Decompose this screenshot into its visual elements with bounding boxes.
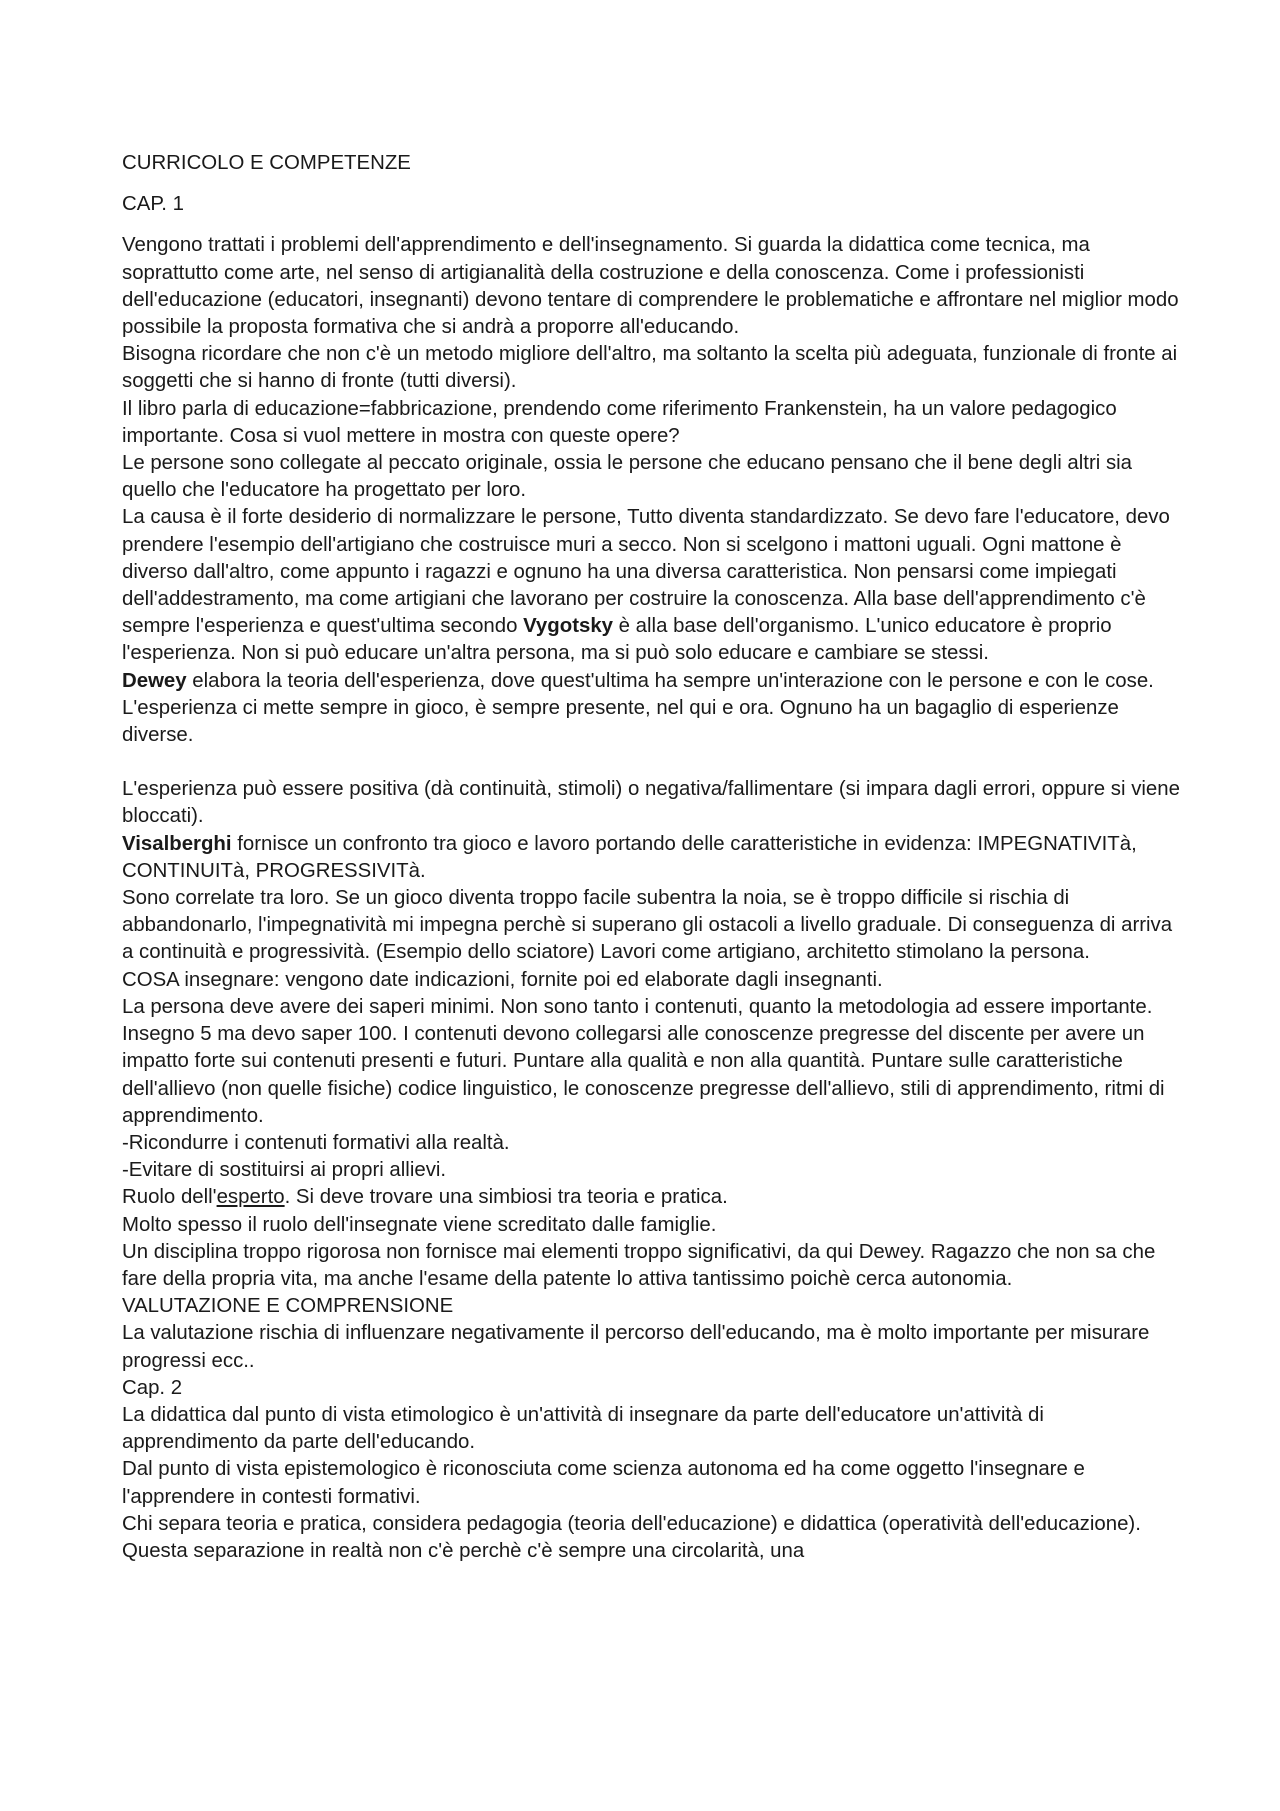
document-body [122,232,1182,1565]
paragraph: Un disciplina troppo rigorosa non fornisce mai elementi troppo significativi, da qui Dewey. Ragazzo che non sa che fare della propria vita, ma anche l'esame della patente lo attiva tantissimo poichè cerca autonomia. [122,1240,1156,1290]
paragraph: Molto spesso il ruolo dell'insegnate viene screditato dalle famiglie. [122,1213,717,1236]
underlined-term-esperto: esperto [216,1186,285,1209]
chapter-2-label: Cap. 2 [122,1376,183,1399]
paragraph: COSA insegnare: vengono date indicazioni, fornite poi ed elaborate dagli insegnanti. [122,968,883,991]
paragraph: Il libro parla di educazione=fabbricazione, prendendo come riferimento Frankenstein, ha un valore pedagogico importante. Cosa si vuol mettere in mostra con queste opere? [122,397,1117,447]
paragraph: -Evitare di sostituirsi ai propri allievi. [122,1159,447,1182]
paragraph: -Ricondurre i contenuti formativi alla realtà. [122,1131,510,1154]
paragraph: La didattica dal punto di vista etimologico è un'attività di insegnare da parte dell'educatore un'attività di apprendimento da parte dell'educando. [122,1403,1044,1454]
paragraph: Vengono trattati i problemi dell'apprendimento e dell'insegnamento. Si guarda la didattica come tecnica, ma soprattutto come arte, nel senso di artigianalità della costruzione e della conoscenza. Come i professionisti dell'educazione (educatori, insegnanti) devono tentare di comprendere le problematiche e affrontare nel miglior modo possibile la proposta formativa che si andrà a proporre all'educando. [122,234,1179,339]
paragraph: La valutazione rischia di influenzare negativamente il percorso dell'educando, ma è molto importante per misurare progressi ecc.. [122,1322,1150,1372]
paragraph: L'esperienza può essere positiva (dà continuità, stimoli) o negativa/fallimentare (si impara dagli errori, oppure si viene bloccati). [122,778,1180,828]
paragraph: La persona deve avere dei saperi minimi. Non sono tanto i contenuti, quanto la metodologia ad essere importante. Insegno 5 ma devo saper 100. I contenuti devono collegarsi alle conoscenze pregresse del discente per avere un impatto forte sui contenuti presenti e futuri. Puntare alla qualità e non alla quantità. Puntare sulle caratteristiche dell'allievo (non quelle fisiche) codice linguistico, le conoscenze pregresse dell'allievo, stili di apprendimento, ritmi di apprendimento. [122,995,1165,1127]
document-title: CURRICOLO E COMPETENZE [122,152,411,174]
paragraph: Le persone sono collegate al peccato originale, ossia le persone che educano pensano che il bene degli altri sia quello che l'educatore ha progettato per loro. [122,452,1133,502]
author-name-vygotsky: Vygotsky [523,615,613,638]
chapter-1-label: CAP. 1 [122,193,184,216]
paragraph: Chi separa teoria e pratica, considera pedagogia (teoria dell'educazione) e didattica (operatività dell'educazione). Questa separazione in realtà non c'è perchè c'è sempre una circolarità, una [122,1512,1141,1562]
blank-line [122,749,1182,776]
paragraph-text: Ruolo dell' [122,1186,217,1209]
paragraph: Bisogna ricordare che non c'è un metodo migliore dell'altro, ma soltanto la scelta più adeguata, funzionale di fronte ai soggetti che si hanno di fronte (tutti diversi). [122,343,1178,393]
paragraph [122,1184,1182,1211]
paragraph: Sono correlate tra loro. Se un gioco diventa troppo facile subentra la noia, se è troppo difficile si rischia di abbandonarlo, l'impegnatività mi impegna perchè si superano gli ostacoli a livello graduale. Di conseguenza di arriva a continuità e progressività. (Esempio dello sciatore) Lavori come artigiano, architetto stimolano la persona. [122,887,1173,964]
paragraph-text: La causa è il forte desiderio di normalizzare le persone, Tutto diventa standardizzato. Se devo fare l'educatore, devo prendere l'esempio dell'artigiano che costruisce muri a secco. Non si scelgono i mattoni uguali. Ogni mattone è diverso dall'altro, come appunto i ragazzi e ognuno ha una diversa caratteristica. Non pensarsi come impiegati dell'addestramento, ma come artigiani che lavorano per costruire la conoscenza. Alla base dell'apprendimento c'è sempre l'esperienza e quest'ultima secondo [122,506,1170,638]
paragraph-text: . Si deve trovare una simbiosi tra teoria e pratica. [284,1186,728,1209]
author-name-visalberghi: Visalberghi [122,832,232,855]
paragraph-text: elabora la teoria dell'esperienza, dove quest'ultima ha sempre un'interazione con le persone e con le cose. L'esperienza ci mette sempre in gioco, è sempre presente, nel qui e ora. Ognuno ha un bagaglio di esperienze diverse. [122,669,1154,747]
paragraph [122,831,1182,885]
paragraph [122,504,1182,667]
paragraph-text: è alla base dell'organismo. L'unico educatore è proprio l'esperienza. Non si può educare un'altra persona, ma si può solo educare e cambiare se stessi. [122,615,1112,665]
paragraph: Dal punto di vista epistemologico è riconosciuta come scienza autonoma ed ha come oggetto l'insegnare e l'apprendere in contesti formativi. [122,1458,1085,1508]
author-name-dewey: Dewey [122,669,187,692]
paragraph [122,668,1182,750]
section-heading-valutazione: VALUTAZIONE E COMPRENSIONE [122,1295,454,1318]
paragraph-text: fornisce un confronto tra gioco e lavoro portando delle caratteristiche in evidenza: IMPEGNATIVITà, CONTINUITà, PROGRESSIVITà. [122,832,1137,882]
document-page [122,150,1182,1565]
